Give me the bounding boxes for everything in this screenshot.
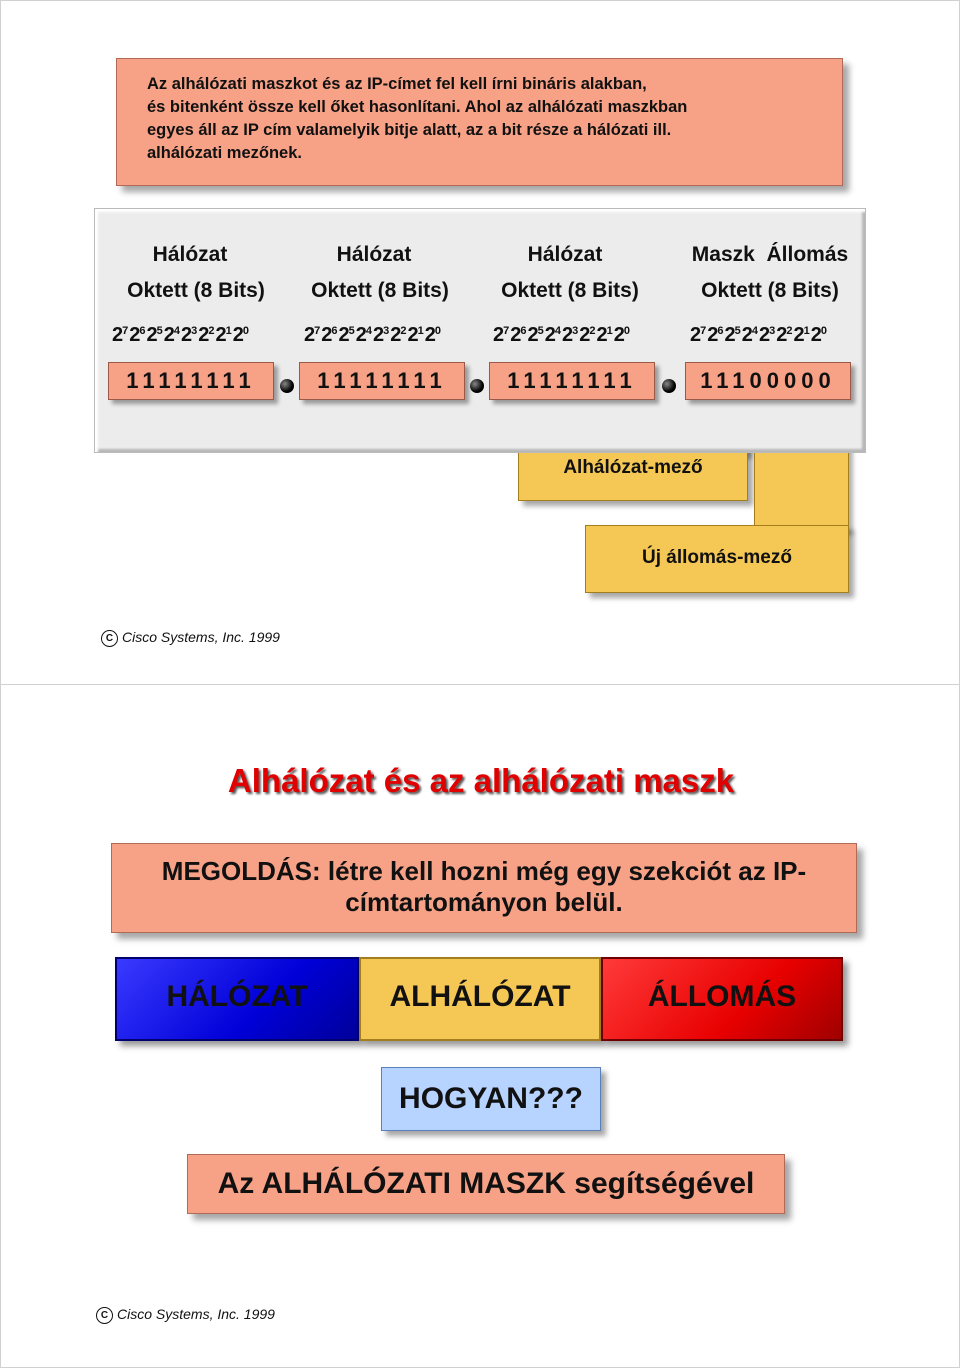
bit-power: $2^6$ xyxy=(129,324,146,346)
intro-text xyxy=(147,73,822,165)
bit-power: $2^0$ xyxy=(810,324,827,346)
bit-power: $2^4$ xyxy=(544,324,561,346)
bit-power: $2^7$ xyxy=(304,324,321,346)
bit-powers xyxy=(112,325,250,345)
solution-line: MEGOLDÁS: létre kell hozni még egy szekciót az IP- xyxy=(161,856,807,886)
bit-power: $2^0$ xyxy=(613,324,630,346)
question-box: HOGYAN??? xyxy=(381,1067,601,1131)
column-title: Maszk Állomás xyxy=(691,243,849,266)
new-host-field-label: Új állomás-mező xyxy=(585,525,849,593)
bit-power: $2^5$ xyxy=(527,324,544,346)
octet-separator-dot xyxy=(470,379,484,393)
bit-power: $2^6$ xyxy=(707,324,724,346)
bit-power: $2^7$ xyxy=(493,324,510,346)
intro-line: alhálózati mezőnek. xyxy=(147,144,302,162)
bit-power: $2^3$ xyxy=(562,324,579,346)
solution-box xyxy=(111,843,857,933)
bit-powers xyxy=(493,325,631,345)
copyright-text: Cisco Systems, Inc. 1999 xyxy=(117,1306,275,1322)
bit-power: $2^0$ xyxy=(232,324,249,346)
bit-power: $2^5$ xyxy=(146,324,163,346)
bit-powers xyxy=(304,325,442,345)
bit-power: $2^6$ xyxy=(510,324,527,346)
octet-separator-dot xyxy=(662,379,676,393)
octet-separator-dot xyxy=(280,379,294,393)
column-subtitle: Oktett (8 Bits) xyxy=(127,279,265,302)
octet-bits-box: 11100000 xyxy=(685,362,851,400)
bit-power: $2^5$ xyxy=(724,324,741,346)
host-band: ÁLLOMÁS xyxy=(601,957,843,1041)
bit-power: $2^7$ xyxy=(690,324,707,346)
octet-panel xyxy=(94,208,866,453)
column-subtitle: Oktett (8 Bits) xyxy=(501,279,639,302)
column-title: Hálózat xyxy=(152,243,228,266)
bit-power: $2^2$ xyxy=(198,324,215,346)
octet-bits-box: 11111111 xyxy=(489,362,655,400)
slide-title: Alhálózat és az alhálózati maszk xyxy=(227,762,735,799)
answer-text: Az ALHÁLÓZATI MASZK segítségével xyxy=(217,1167,755,1200)
octet-bits-box: 11111111 xyxy=(299,362,465,400)
bit-powers xyxy=(690,325,828,345)
intro-line: Az alhálózati maszkot és az IP-címet fel kell írni bináris alakban, xyxy=(147,75,647,93)
copyright-icon: C xyxy=(96,1307,113,1324)
column-title: Hálózat xyxy=(527,243,603,266)
bit-power: $2^1$ xyxy=(407,324,424,346)
intro-line: és bitenként össze kell őket hasonlítani. Ahol az alhálózati maszkban xyxy=(147,98,688,116)
solution-line: címtartományon belül. xyxy=(345,887,623,917)
bit-power: $2^1$ xyxy=(215,324,232,346)
slide-2 xyxy=(0,684,960,1368)
copyright xyxy=(101,629,280,647)
solution-text xyxy=(112,856,856,918)
copyright-text: Cisco Systems, Inc. 1999 xyxy=(122,629,280,645)
copyright xyxy=(96,1306,275,1324)
bit-power: $2^3$ xyxy=(181,324,198,346)
bit-power: $2^2$ xyxy=(776,324,793,346)
answer-box xyxy=(187,1154,785,1214)
bit-power: $2^0$ xyxy=(424,324,441,346)
intro-line: egyes áll az IP cím valamelyik bitje alatt, az a bit része a hálózati ill. xyxy=(147,121,672,139)
bit-power: $2^2$ xyxy=(579,324,596,346)
bit-power: $2^6$ xyxy=(321,324,338,346)
column-subtitle: Oktett (8 Bits) xyxy=(311,279,449,302)
bit-power: $2^3$ xyxy=(373,324,390,346)
subnet-field-label: Alhálózat-mező xyxy=(518,437,748,501)
bit-power: $2^2$ xyxy=(390,324,407,346)
intro-text-box xyxy=(116,58,843,186)
bit-power: $2^5$ xyxy=(338,324,355,346)
bit-power: $2^1$ xyxy=(793,324,810,346)
bit-power: $2^3$ xyxy=(759,324,776,346)
column-subtitle: Oktett (8 Bits) xyxy=(701,279,839,302)
bit-power: $2^4$ xyxy=(163,324,180,346)
bit-power: $2^4$ xyxy=(355,324,372,346)
bit-power: $2^1$ xyxy=(596,324,613,346)
subnet-band: ALHÁLÓZAT xyxy=(359,957,601,1041)
network-band: HÁLÓZAT xyxy=(115,957,359,1041)
bit-power: $2^4$ xyxy=(741,324,758,346)
copyright-icon: C xyxy=(101,630,118,647)
octet-bits-box: 11111111 xyxy=(108,362,274,400)
column-title: Hálózat xyxy=(336,243,412,266)
bit-power: $2^7$ xyxy=(112,324,129,346)
